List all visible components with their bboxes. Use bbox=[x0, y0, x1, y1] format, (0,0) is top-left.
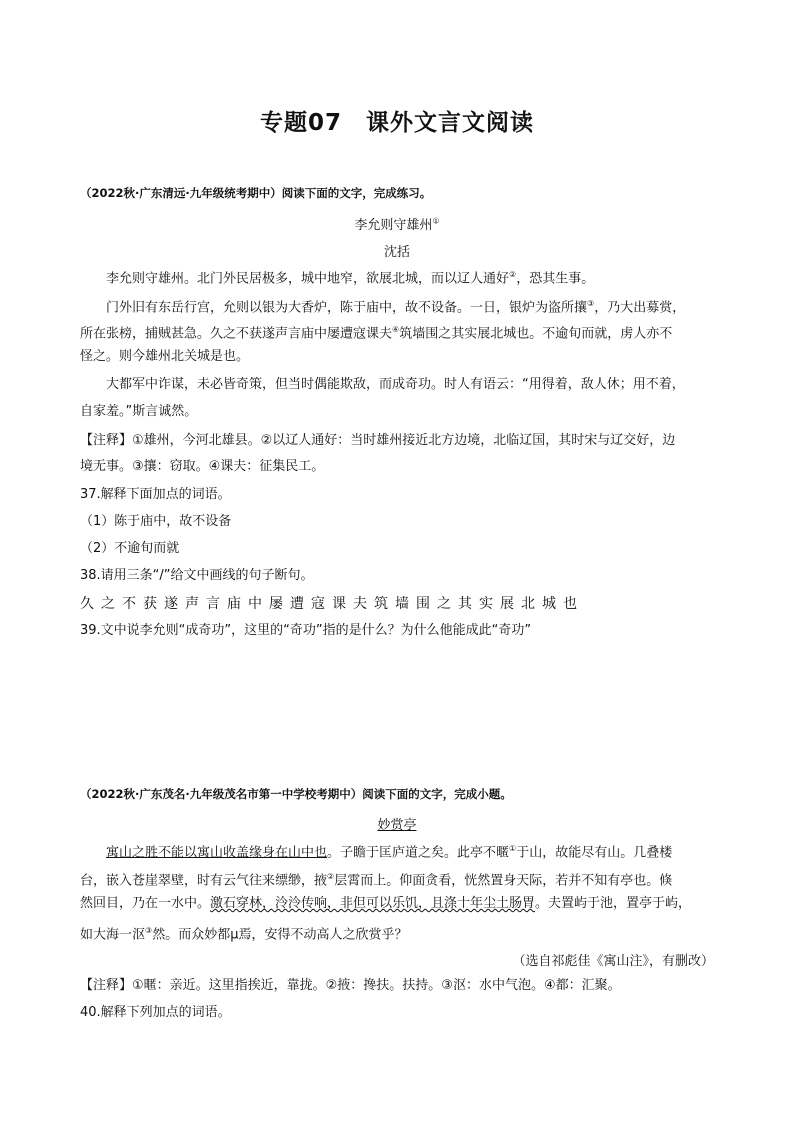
question-38-sentence: 久之不获遂声言庙中屡遭寇课夫筑墙围之其实展北城也 bbox=[80, 596, 584, 612]
paragraph-line: 所在张榜，捕贼甚急。久之不获遂声言庙中屡遭寇课夫④筑墙围之其实展北城也。不逾旬而就，虏人亦不 bbox=[80, 325, 673, 342]
notes-line: 【注释】①暱：亲近。这里指挨近，靠拢。②掖：搀扶。扶持。③沤：水中气泡。④都：汇聚。 bbox=[80, 978, 621, 993]
paragraph-line: 怪之。则今雄州北关城是也。 bbox=[80, 349, 250, 364]
notes-line: 【注释】①雄州，今河北雄县。②以辽人通好：当时雄州接近北方边境，北临辽国，其时宋与辽交好，边 bbox=[80, 433, 676, 448]
footnote-marker: ① bbox=[432, 216, 440, 226]
paragraph-line: 然回目，乃在一水中。激石穿林，泠泠传响，非但可以乐饥，且涤十年尘土肠胃。夫置屿于池，置亭于屿， bbox=[80, 896, 692, 911]
question-38: 38.请用三条“/”给文中画线的句子断句。 bbox=[80, 568, 314, 583]
question-39: 39.文中说李允则“成奇功”，这里的“奇功”指的是什么？为什么他能成此“奇功” bbox=[80, 623, 532, 638]
paragraph-line: 寓山之胜不能以寓山收盖缘身在山中也。子瞻于匡庐道之矣。此亭不暱①于山，故能尽有山。几叠楼 bbox=[106, 844, 673, 861]
section2-text-title bbox=[0, 814, 794, 833]
paragraph-line: 门外旧有东岳行宫，允则以银为大香炉，陈于庙中，故不设备。一日，银炉为盗所攘③，乃大出募赏， bbox=[106, 299, 686, 316]
paragraph-line: 李允则守雄州。北门外民居极多，城中地窄，欲展北城，而以辽人通好②，恐其生事。 bbox=[106, 270, 595, 287]
underlined-sentence: 寓山之胜不能以寓山收盖缘身在山中也 bbox=[106, 845, 328, 861]
section1-author: 沈括 bbox=[383, 245, 410, 260]
paragraph-line: 自家羞。”斯言诚然。 bbox=[80, 404, 198, 419]
question-40: 40.解释下列加点的词语。 bbox=[80, 1005, 231, 1020]
question-37-1: （1）陈于庙中，故不设备 bbox=[80, 514, 232, 529]
notes-line: 境无事。③攘：窃取。④课夫：征集民工。 bbox=[80, 459, 325, 474]
section1-source: （2022秋·广东清远·九年级统考期中）阅读下面的文字，完成练习。 bbox=[80, 186, 432, 200]
section2-source: （2022秋·广东茂名·九年级茂名市第一中学校考期中）阅读下面的文字，完成小题。 bbox=[80, 787, 512, 801]
citation: （选自祁彪佳《寓山注》，有删改） bbox=[512, 954, 714, 969]
question-37: 37.解释下面加点的词语。 bbox=[80, 487, 231, 502]
text-title: 李允则守雄州 bbox=[354, 218, 433, 233]
paragraph-line: 大都军中诈谋，未必皆奇策，但当时偶能欺敌，而成奇功。时人有语云：“用得着，敌人休；用不着， bbox=[106, 377, 685, 392]
paragraph-line: 如大海一沤③然。而众妙都μ焉，安得不动高人之欣赏乎？ bbox=[80, 926, 408, 943]
page-title: 专题07 课外文言文阅读 bbox=[259, 110, 534, 136]
paragraph-line: 台，嵌入苍崖翠壁，时有云气往来缥缈，掖②层霄而上。仰面贪看，恍然置身天际，若并不知有亭也。倏 bbox=[80, 872, 673, 889]
text-title: 妙赏亭 bbox=[377, 818, 417, 833]
section1-text-title bbox=[0, 214, 794, 233]
wavy-underlined-sentence: 激石穿林，泠泠传响，非但可以乐饥，且涤十年尘土肠胃 bbox=[210, 896, 536, 911]
question-37-2: （2）不逾旬而就 bbox=[80, 541, 180, 556]
